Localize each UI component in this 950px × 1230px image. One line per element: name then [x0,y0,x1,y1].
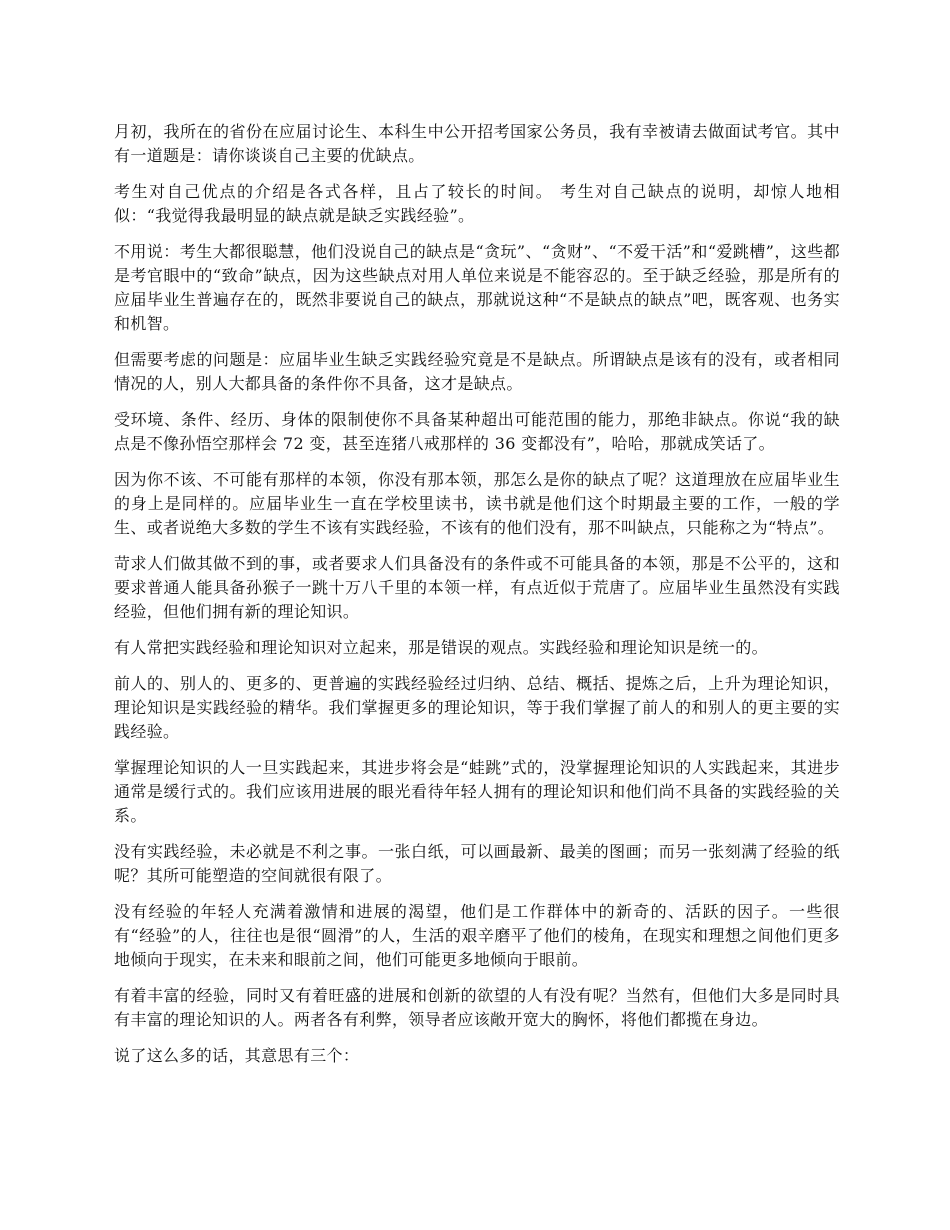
paragraph-1: 月初，我所在的省份在应届讨论生、本科生中公开招考国家公务员，我有幸被请去做面试考官。其中有一道题是：请你谈谈自己主要的优缺点。 [114,122,840,165]
paragraph-2: 考生对自己优点的介绍是各式各样，且占了较长的时间。 考生对自己缺点的说明，却惊人地相似：“我觉得我最明显的缺点就是缺乏实践经验”。 [114,182,840,225]
paragraph-5: 受环境、条件、经历、身体的限制使你不具备某种超出可能范围的能力，那绝非缺点。你说“我的缺点是不像孙悟空那样会 72 变，甚至连猪八戒那样的 36 变都没有”，哈哈，那就成笑话了。 [114,410,840,453]
paragraph-4: 但需要考虑的问题是：应届毕业生缺乏实践经验究竟是不是缺点。所谓缺点是该有的没有，或者相同情况的人，别人大都具备的条件你不具备，这才是缺点。 [114,350,840,393]
paragraph-6: 因为你不该、不可能有那样的本领，你没有那本领，那怎么是你的缺点了呢？这道理放在应届毕业生的身上是同样的。应届毕业生一直在学校里读书，读书就是他们这个时期最主要的工作，一般的学生、或者说绝大多数的学生不该有实践经验，不该有的他们没有，那不叫缺点，只能称之为“特点”。 [114,470,840,537]
paragraph-9: 前人的、别人的、更多的、更普遍的实践经验经过归纳、总结、概括、提炼之后，上升为理论知识，理论知识是实践经验的精华。我们掌握更多的理论知识，等于我们掌握了前人的和别人的更主要的实践经验。 [114,674,840,741]
paragraph-10: 掌握理论知识的人一旦实践起来，其进步将会是“蛙跳”式的，没掌握理论知识的人实践起来，其进步通常是缓行式的。我们应该用进展的眼光看待年轻人拥有的理论知识和他们尚不具备的实践经验的关系。 [114,758,840,825]
paragraph-3: 不用说：考生大都很聪慧，他们没说自己的缺点是“贪玩”、“贪财”、“不爱干活”和“爱跳槽”，这些都是考官眼中的“致命”缺点，因为这些缺点对用人单位来说是不能容忍的。至于缺乏经验，那是所有的应届毕业生普遍存在的，既然非要说自己的缺点，那就说这种“不是缺点的缺点”吧，既客观、也务实和机智。 [114,242,840,333]
paragraph-14: 说了这么多的话，其意思有三个： [114,1046,360,1065]
paragraph-11: 没有实践经验，未必就是不利之事。一张白纸，可以画最新、最美的图画；而另一张刻满了经验的纸呢？其所可能塑造的空间就很有限了。 [114,842,840,885]
paragraph-12: 没有经验的年轻人充满着激情和进展的渴望，他们是工作群体中的新奇的、活跃的因子。一些很有“经验”的人，往往也是很“圆滑”的人，生活的艰辛磨平了他们的棱角，在现实和理想之间他们更多地倾向于现实，在未来和眼前之间，他们可能更多地倾向于眼前。 [114,902,840,969]
document-body [114,120,840,1080]
paragraph-13: 有着丰富的经验，同时又有着旺盛的进展和创新的欲望的人有没有呢？当然有，但他们大多是同时具有丰富的理论知识的人。两者各有利弊，领导者应该敞开宽大的胸怀，将他们都揽在身边。 [114,986,840,1029]
paragraph-8: 有人常把实践经验和理论知识对立起来，那是错误的观点。实践经验和理论知识是统一的。 [114,638,769,657]
paragraph-7: 苛求人们做其做不到的事，或者要求人们具备没有的条件或不可能具备的本领，那是不公平的，这和要求普通人能具备孙猴子一跳十万八千里的本领一样，有点近似于荒唐了。应届毕业生虽然没有实践经验，但他们拥有新的理论知识。 [114,554,840,621]
